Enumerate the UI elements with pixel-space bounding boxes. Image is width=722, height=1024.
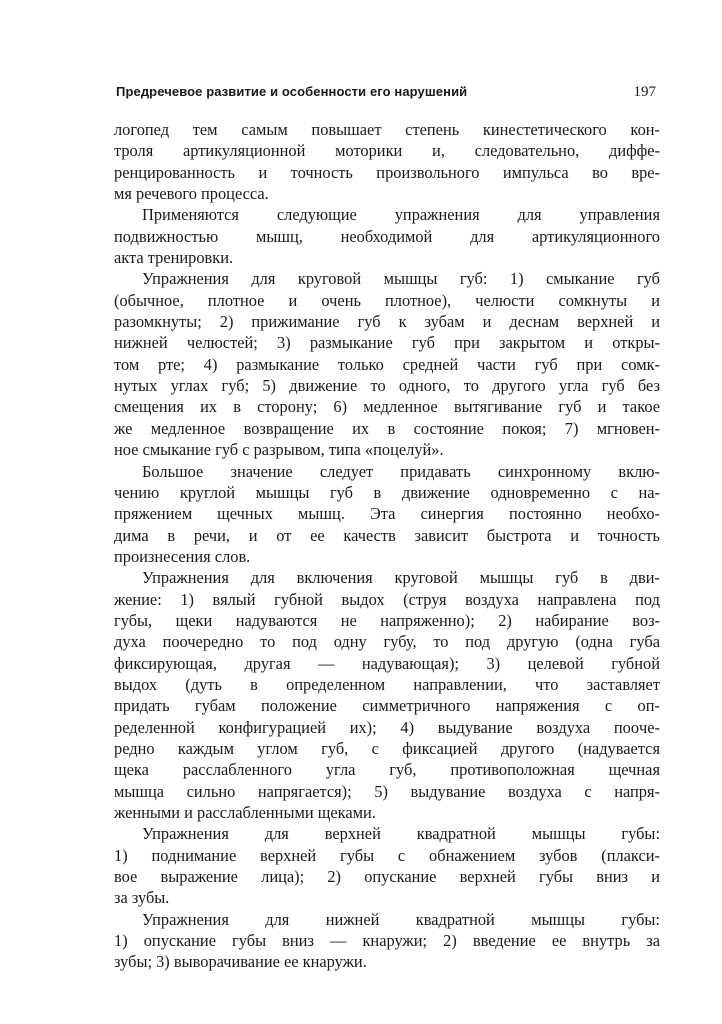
text-line: Упражнения для нижней квадратной мышцы губы: bbox=[142, 909, 660, 929]
paragraph-1 bbox=[114, 119, 660, 204]
text-line: дима в речи, и от ее качеств зависит быстрота и точность bbox=[114, 525, 660, 545]
text-line: (обычное, плотное и очень плотное), челюсти сомкнуты и bbox=[114, 290, 660, 310]
text-line: троля артикуляционной моторики и, следовательно, диффе- bbox=[114, 141, 660, 161]
text-line: подвижностью мышц, необходимой для артикуляционного bbox=[114, 226, 660, 246]
text-line: женными и расслабленными щеками. bbox=[114, 803, 376, 822]
running-head-title: Предречевое развитие и особенности его нарушений bbox=[116, 84, 468, 99]
paragraph-3 bbox=[114, 268, 660, 460]
text-line: придать губам положение симметричного напряжения с оп- bbox=[114, 696, 660, 716]
text-line: разомкнуты; 2) прижимание губ к зубам и деснам верхней и bbox=[114, 312, 660, 332]
text-line: 1) поднимание верхней губы с обнажением зубов (плакси- bbox=[114, 845, 660, 865]
text-line: акта тренировки. bbox=[114, 248, 234, 268]
text-line: произнесения слов. bbox=[114, 546, 251, 566]
text-line: же медленное возвращение их в состояние покоя; 7) мгновен- bbox=[114, 418, 660, 438]
text-line: Применяются следующие упражнения для управления bbox=[142, 205, 660, 225]
text-line: Упражнения для круговой мышцы губ: 1) смыкание губ bbox=[142, 269, 660, 289]
body-text bbox=[114, 119, 660, 973]
text-line: Упражнения для включения круговой мышцы губ в дви- bbox=[142, 568, 660, 588]
text-line: мышца сильно напрягается); 5) выдувание воздуха с напря- bbox=[114, 781, 660, 801]
text-line: пряжением щечных мышц. Эта синергия постоянно необхо- bbox=[114, 504, 660, 524]
text-line: нутых углах губ; 5) движение то одного, то другого угла губ без bbox=[114, 376, 660, 396]
paragraph-5 bbox=[114, 567, 660, 823]
paragraph-4 bbox=[114, 461, 660, 568]
text-line: Большое значение следует придавать синхронному вклю- bbox=[142, 461, 660, 481]
text-line: духа поочередно то под одну губу, то под другую (одна губа bbox=[114, 632, 660, 652]
text-line: нижней челюстей; 3) размыкание губ при закрытом и откры- bbox=[114, 333, 660, 353]
paragraph-6 bbox=[114, 823, 660, 908]
page-number: 197 bbox=[633, 84, 656, 100]
running-head bbox=[116, 84, 656, 106]
text-line: Упражнения для верхней квадратной мышцы губы: bbox=[142, 824, 660, 844]
text-line: ренцированность и точность произвольного импульса во вре- bbox=[114, 162, 660, 182]
text-line: ное смыкание губ с разрывом, типа «поцелуй». bbox=[114, 440, 444, 460]
text-line: том рте; 4) размыкание только средней части губ при сомк- bbox=[114, 354, 660, 374]
text-line: ределенной конфигурацией их); 4) выдувание воздуха поoче- bbox=[114, 717, 660, 737]
text-line: смещения их в сторону; 6) медленное вытягивание губ и такое bbox=[114, 397, 660, 417]
text-line: мя речевого процесса. bbox=[114, 184, 269, 204]
text-line: 1) опускание губы вниз — кнаружи; 2) введение ее внутрь за bbox=[114, 931, 660, 951]
text-line: жение: 1) вялый губной выдох (струя воздуха направлена под bbox=[114, 589, 660, 609]
text-line: вое выражение лица); 2) опускание верхней губы вниз и bbox=[114, 867, 660, 887]
text-line: щека расслабленного угла губ, противоположная щечная bbox=[114, 760, 660, 780]
text-line: зубы; 3) выворачивание ее кнаружи. bbox=[114, 952, 367, 972]
text-line: за зубы. bbox=[114, 888, 170, 908]
text-line: губы, щеки надуваются не напряженно); 2) набирание воз- bbox=[114, 610, 660, 630]
paragraph-2 bbox=[114, 204, 660, 268]
text-line: чению круглой мышцы губ в движение одновременно с на- bbox=[114, 482, 660, 502]
text-line: логопед тем самым повышает степень кинестетического кон- bbox=[114, 120, 660, 139]
text-line: фиксирующая, другая — надувающая); 3) целевой губной bbox=[114, 653, 660, 673]
paragraph-7 bbox=[114, 909, 660, 973]
text-line: редно каждым углом губ, с фиксацией другого (надувается bbox=[114, 738, 660, 758]
text-line: выдох (дуть в определенном направлении, что заставляет bbox=[114, 674, 660, 694]
